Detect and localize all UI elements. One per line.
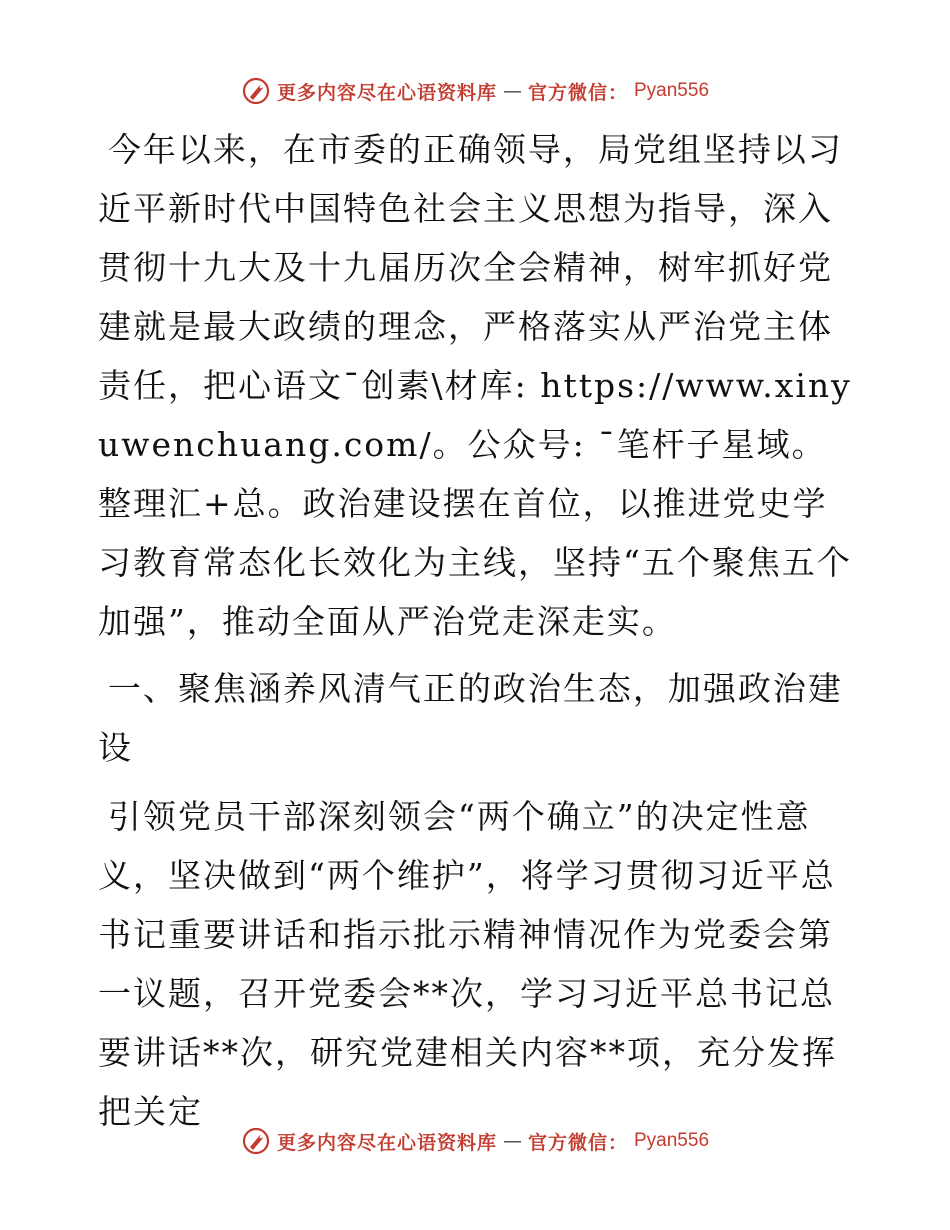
section-heading-1: 一、聚焦涵养风清气正的政治生态，加强政治建设 (98, 669, 843, 767)
banner-main-text: 更多内容尽在心语资料库 (276, 81, 497, 104)
banner-wechat-label: 官方微信： (527, 1131, 628, 1154)
banner-main-text: 更多内容尽在心语资料库 (276, 1131, 497, 1154)
banner-wechat-label: 官方微信： (527, 81, 628, 104)
banner-separator: — (502, 80, 522, 102)
footer-watermark-banner (0, 1126, 950, 1156)
paragraph-section-1: 引领党员干部深刻领会“两个确立”的决定性意义，坚决做到“两个维护”，将学习贯彻习近平总书记重要讲话和指示批示精神情况作为党委会第一议题，召开党委会**次，学习习近平总书记总要讲话**次，研究党建相关内容**项，充分发挥把关定 (98, 797, 837, 1131)
banner-separator: — (502, 1130, 522, 1152)
paragraph-intro: 今年以来，在市委的正确领导，局党组坚持以习近平新时代中国特色社会主义思想为指导，深入贯彻十九大及十九届历次全会精神，树牢抓好党建就是最大政绩的理念，严格落实从严治党主体责任，把心语文¯创素\材库: https://www.xinyuwenchuang.com/。公众号: ¯笔杆子星域。整理汇+总。政治建设摆在首位，以推进党史学习教育常态化长效化为主线，坚持“五个聚焦五个加强”，推动全面从严治党走深走实。 (98, 130, 852, 641)
banner-wechat-account: Pyan556 (634, 80, 710, 101)
pen-nib-circle-icon (241, 76, 271, 106)
header-watermark-banner (0, 76, 950, 106)
banner-wechat-account: Pyan556 (634, 1130, 710, 1151)
pen-nib-circle-icon (241, 1126, 271, 1156)
document-body (98, 120, 858, 1141)
